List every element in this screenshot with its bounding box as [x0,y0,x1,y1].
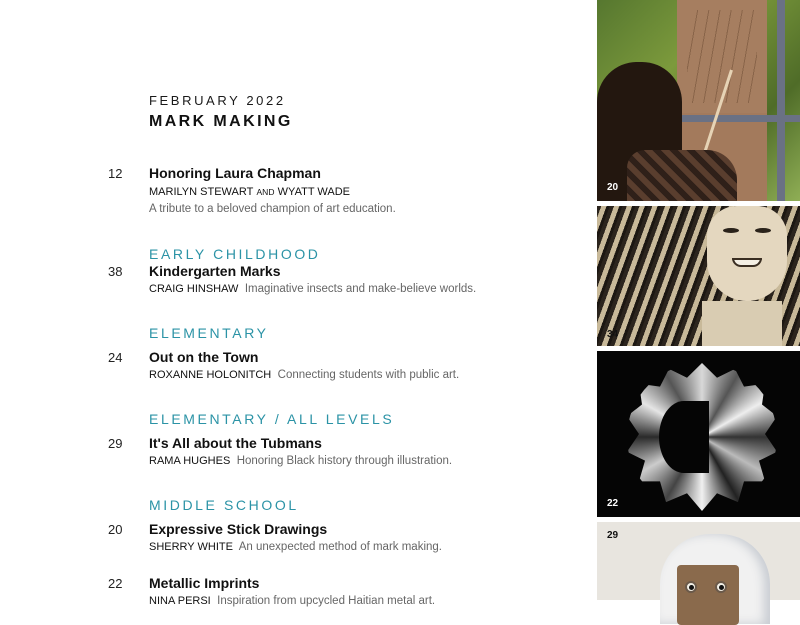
section-heading: ELEMENTARY [149,325,269,341]
portrait-face [677,565,739,625]
page-number: 12 [108,166,123,181]
article-byline [149,186,350,198]
portrait-neck [702,301,782,346]
article-title[interactable]: Expressive Stick Drawings [149,521,328,537]
page-number: 20 [108,522,123,537]
article-title[interactable]: Honoring Laura Chapman [149,165,321,181]
portrait-face [707,206,787,301]
article-title[interactable]: Out on the Town [149,349,259,365]
photo-charcoal-portrait[interactable] [597,206,800,346]
article-description: An unexpected method of mark making. [238,541,442,553]
section-heading: ELEMENTARY / ALL LEVELS [149,411,395,427]
article-description: Imaginative insects and make-believe worlds. [244,283,477,295]
page-number: 38 [108,264,123,279]
portrait-eye [715,581,727,593]
article-byline [149,595,435,607]
article-title[interactable]: Kindergarten Marks [149,263,281,279]
photo-stick-drawing[interactable] [597,0,800,201]
issue-theme: MARK MAKING [149,113,293,130]
portrait-eye [685,581,697,593]
author-name: WYATT WADE [277,186,350,198]
photo-page-label: 22 [607,498,619,509]
photo-page-label: 34 [607,329,619,340]
article-byline [149,455,452,467]
portrait-eye [723,228,739,233]
section-heading: MIDDLE SCHOOL [149,497,299,513]
author-name: RAMA HUGHES [149,455,231,467]
window-frame [777,0,785,201]
article-byline [149,283,476,295]
issue-date: FEBRUARY 2022 [149,93,286,108]
page-number: 24 [108,350,123,365]
author-name: MARILYN STEWART [149,186,254,198]
author-conjunction: AND [256,187,275,197]
photo-metallic-sun[interactable] [597,351,800,517]
author-name: NINA PERSI [149,595,211,607]
window-frame [677,115,800,122]
author-name: ROXANNE HOLONITCH [149,369,272,381]
article-description: Inspiration from upcycled Haitian metal art. [217,595,436,607]
student-shirt [627,150,737,201]
section-heading: EARLY CHILDHOOD [149,246,321,262]
article-description: A tribute to a beloved champion of art education. [149,203,396,215]
article-byline [149,369,459,381]
article-title[interactable]: Metallic Imprints [149,575,260,591]
photo-page-label: 29 [607,530,619,541]
photo-page-label: 20 [607,182,619,193]
page-number: 29 [108,436,123,451]
author-name: CRAIG HINSHAW [149,283,239,295]
author-name: SHERRY WHITE [149,541,233,553]
photo-column [597,0,800,600]
page-number: 22 [108,576,123,591]
portrait-eye [755,228,771,233]
article-title[interactable]: It's All about the Tubmans [149,435,322,451]
metallic-moon-shadow [659,401,709,473]
photo-tubman-portrait[interactable] [597,522,800,600]
article-description: Connecting students with public art. [277,369,460,381]
article-byline [149,541,442,553]
article-description: Honoring Black history through illustration. [236,455,453,467]
portrait-mouth [732,258,762,267]
